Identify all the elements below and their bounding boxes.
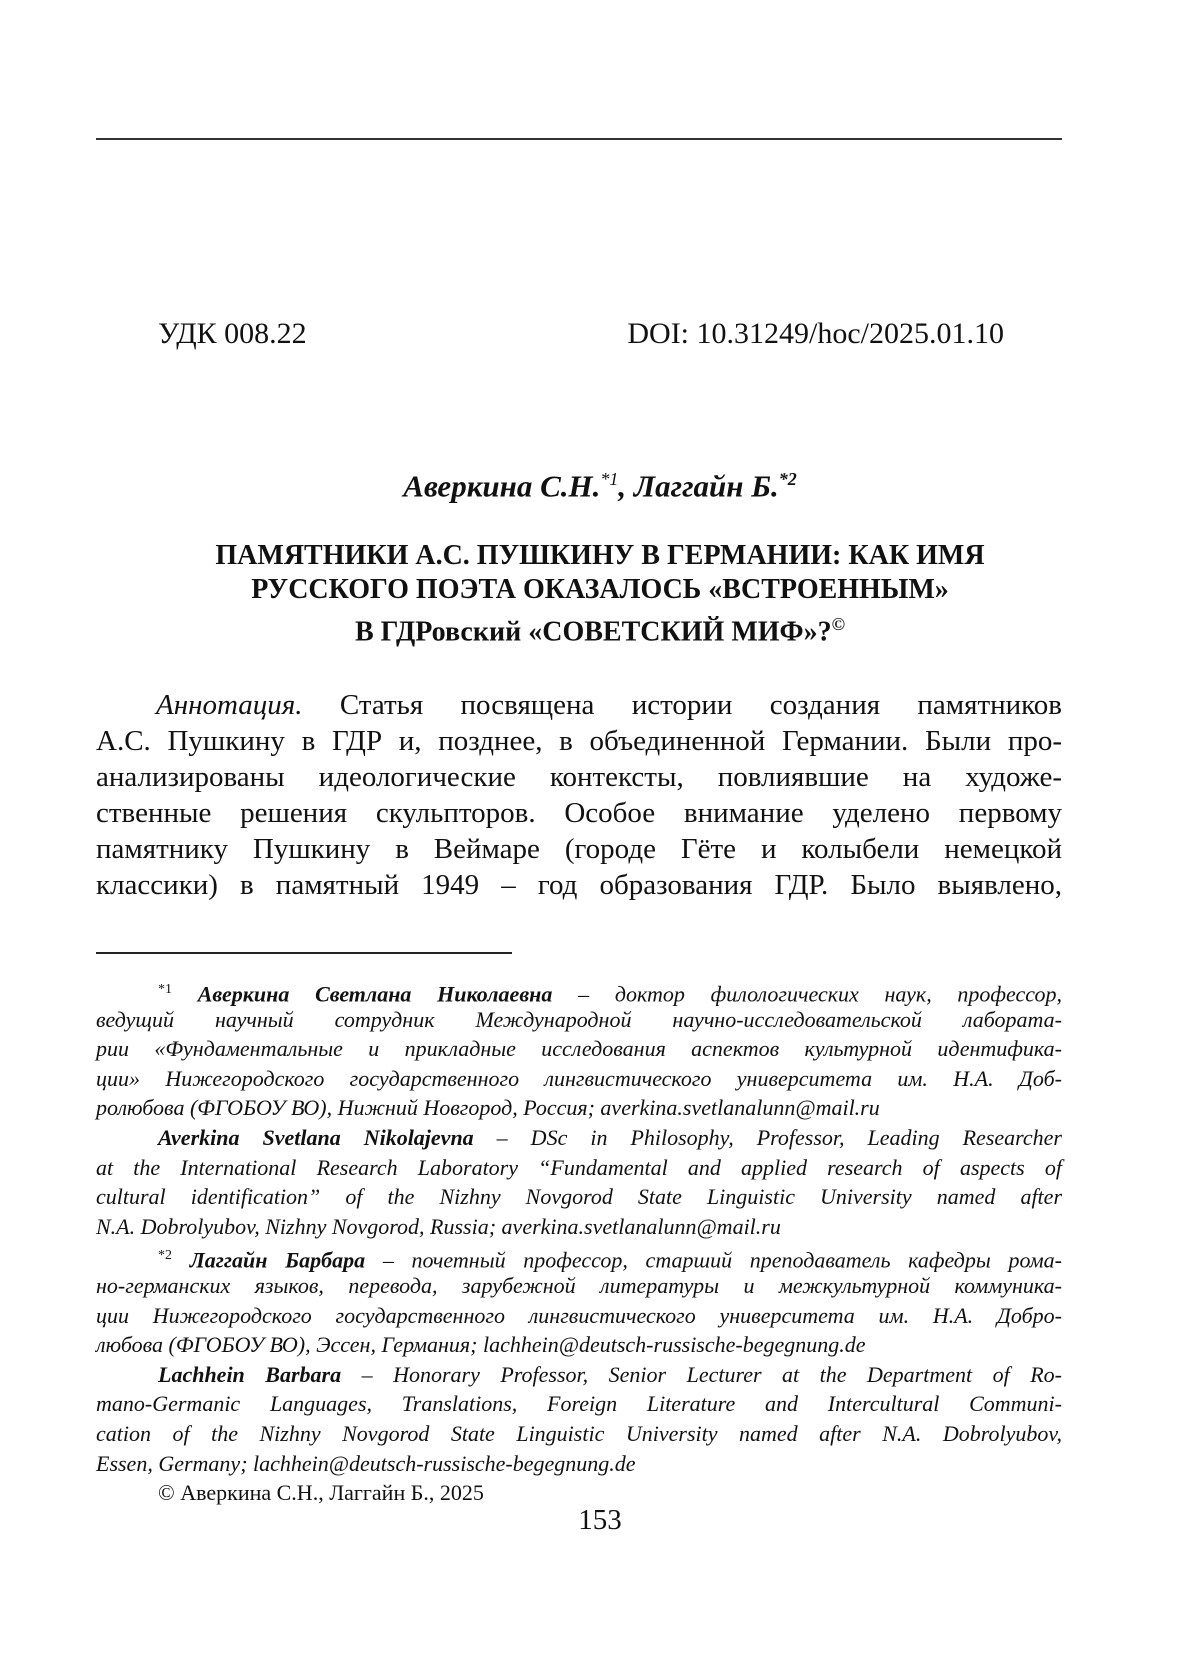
footnote-line: cultural identification” of the Nizhny Novgorod State Linguistic University named after (96, 1184, 1062, 1210)
footnote-2-name-en: Lachhein Barbara (158, 1361, 342, 1387)
footnote-text: – почетный профессор, старший преподаватель кафедры рома- (365, 1247, 1062, 1273)
article-meta (158, 316, 1004, 352)
copyright-line: © Аверкина С.Н., Лаггайн Б., 2025 (158, 1480, 484, 1506)
footnote-line: ведущий научный сотрудник Международной научно-исследовательской лабората- (96, 1006, 1062, 1032)
footnote-line: ции» Нижегородского государственного лингвистического университета им. Н.А. Доб- (96, 1065, 1062, 1091)
footnote-1-name-ru: Аверкина Светлана Николаевна (197, 981, 553, 1007)
footnote-2-mark: *2 (158, 1248, 172, 1264)
footnote-line: at the International Research Laboratory “Fundamental and applied research of aspects of (96, 1154, 1062, 1180)
title-line-3-text: В ГДРовский «СОВЕТСКИЙ МИФ»? (354, 616, 832, 648)
footnote-line: Essen, Germany; lachhein@deutsch-russische-begegnung.de (96, 1450, 636, 1476)
abstract-label: Аннотация. (156, 689, 303, 721)
author-2-footnote-mark: *2 (778, 469, 797, 489)
footnote-line (96, 1241, 1062, 1271)
footnote-line (96, 975, 1062, 1005)
footnote-line: ции Нижегородского государственного лингвистического университета им. Н.А. Добро- (96, 1302, 1062, 1328)
footnote-line: но-германских языков, перевода, зарубежной литературы и межкультурной коммуника- (96, 1272, 1062, 1298)
abstract-line: памятнику Пушкину в Веймаре (городе Гёте и колыбели немецкой (96, 833, 1062, 865)
footnote-line (96, 1123, 1062, 1153)
footnote-1-mark: *1 (158, 982, 172, 997)
title-line-1: ПАМЯТНИКИ А.С. ПУШКИНУ В ГЕРМАНИИ: КАК ИМЯ (215, 540, 985, 571)
author-list (0, 460, 1200, 505)
header-rule (96, 138, 1062, 140)
footnote-rule (96, 952, 512, 954)
abstract-text: Статья посвящена истории создания памятников (302, 689, 1062, 721)
footnote-line: ролюбова (ФГОБОУ ВО), Нижний Новгород, Россия; averkina.svetlanalunn@mail.ru (96, 1095, 880, 1121)
footnote-line: N.A. Dobrolyubov, Nizhny Novgorod, Russia; averkina.svetlanalunn@mail.ru (96, 1213, 781, 1239)
footnote-line: cation of the Nizhny Novgorod State Linguistic University named after N.A. Dobrolyubov, (96, 1420, 1062, 1446)
footnotes (96, 975, 1062, 1508)
footnote-text: – Honorary Professor, Senior Lecturer at the Department of Ro- (341, 1361, 1062, 1387)
footnote-text: – DSc in Philosophy, Professor, Leading Researcher (473, 1124, 1062, 1150)
page-number: 153 (578, 1504, 622, 1536)
footnote-2-name-ru: Лаггайн Барбара (189, 1247, 366, 1273)
title-line-2: РУССКОГО ПОЭТА ОКАЗАЛОСЬ «ВСТРОЕННЫМ» (251, 574, 949, 605)
footnote-line: любова (ФГОБОУ ВО), Эссен, Германия; lachhein@deutsch-russische-begegnung.de (96, 1332, 866, 1358)
author-1-footnote-mark: *1 (600, 469, 619, 489)
author-1: Аверкина С.Н. (403, 468, 601, 504)
abstract-line: анализированы идеологические контексты, повлиявшие на художе- (96, 761, 1062, 793)
footnote-text: – доктор филологических наук, профессор, (552, 981, 1063, 1007)
footnote-1-name-en: Averkina Svetlana Nikolajevna (158, 1124, 474, 1150)
footnote-line: рии «Фундаментальные и прикладные исследования аспектов культурной идентифика- (96, 1036, 1062, 1062)
doi-identifier: DOI: 10.31249/hoc/2025.01.10 (627, 317, 1004, 350)
author-2: Лаггайн Б. (633, 468, 779, 504)
abstract-line: ственные решения скульпторов. Особое внимание уделено первому (96, 797, 1062, 829)
abstract-line: А.С. Пушкину в ГДР и, позднее, в объединенной Германии. Были про- (96, 725, 1062, 757)
article-title (0, 539, 1200, 649)
abstract-line (96, 687, 1062, 723)
udk-code: УДК 008.22 (158, 317, 307, 350)
footnote-line: mano-Germanic Languages, Translations, Foreign Literature and Intercultural Communi- (96, 1391, 1062, 1417)
footnote-line (96, 1360, 1062, 1390)
copyright-mark: © (831, 614, 846, 634)
author-separator: , (618, 468, 634, 504)
title-line-3 (0, 607, 1200, 649)
abstract (96, 687, 1062, 903)
abstract-line: классики) в памятный 1949 – год образования ГДР. Было выявлено, (96, 869, 1062, 901)
